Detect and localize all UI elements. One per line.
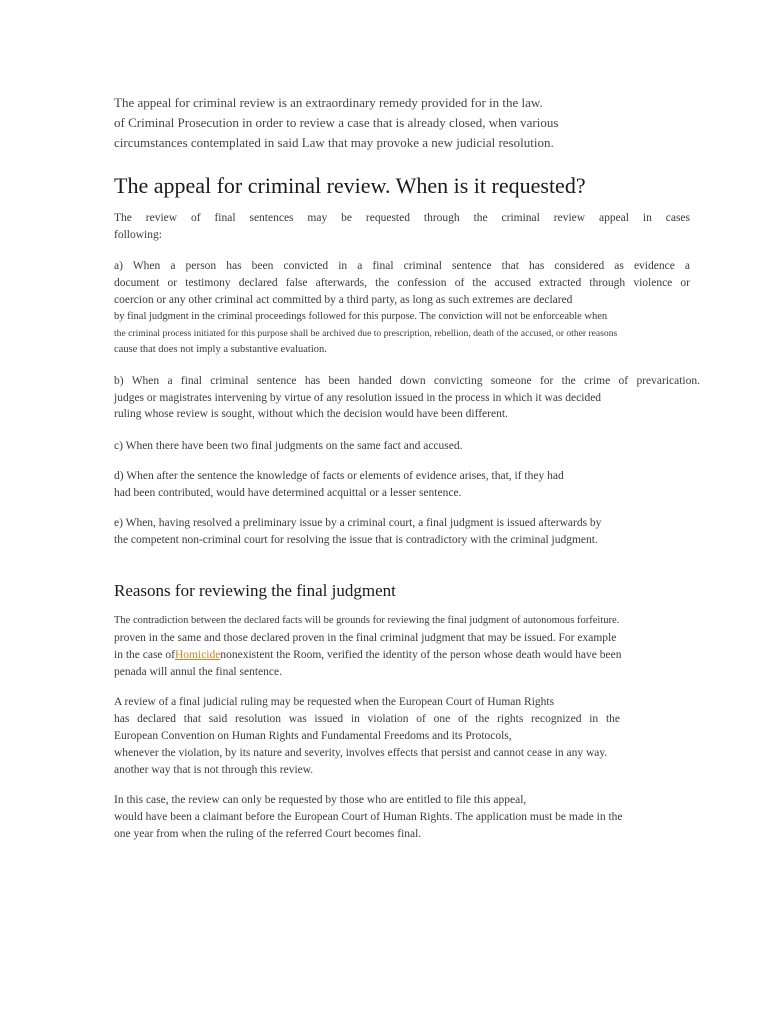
paragraph-line: following: <box>114 229 162 241</box>
paragraph-line: proven in the same and those declared proven in the final criminal judgment that may be issued. For example <box>114 632 617 644</box>
paragraph-line: cause that does not imply a substantive evaluation. <box>114 344 327 355</box>
section-heading: The appeal for criminal review. When is it requested? <box>114 173 586 198</box>
text-segment: nonexistent the Room, verified the identity of the person whose death would have been <box>220 649 622 661</box>
paragraph-line: judges or magistrates intervening by virtue of any resolution issued in the process in which it was decided <box>114 392 602 404</box>
paragraph-line: c) When there have been two final judgments on the same fact and accused. <box>114 440 463 452</box>
paragraph-line: A review of a final judicial ruling may be requested when the European Court of Human Rights <box>114 696 555 708</box>
paragraph-line: had been contributed, would have determined acquittal or a lesser sentence. <box>114 487 462 499</box>
paragraph-line: coercion or any other criminal act committed by a third party, as long as such extremes are declared <box>114 294 573 306</box>
paragraph-line: document or testimony declared false afterwards, the confession of the accused extracted through violence or <box>114 277 690 289</box>
paragraph-line: e) When, having resolved a preliminary issue by a criminal court, a final judgment is issued afterwards by <box>114 517 602 529</box>
paragraph-line: the criminal process initiated for this purpose shall be archived due to prescription, rebellion, death of the accused, or other reasons <box>114 328 618 339</box>
paragraph-line: a) When a person has been convicted in a final criminal sentence that has considered as evidence a <box>114 260 690 272</box>
paragraph-line: In this case, the review can only be requested by those who are entitled to file this appeal, <box>114 794 527 806</box>
paragraph-line: has declared that said resolution was issued in violation of one of the rights recognized in the <box>114 713 620 725</box>
paragraph-line: The review of final sentences may be requested through the criminal review appeal in cases <box>114 212 690 224</box>
paragraph-line: ruling whose review is sought, without which the decision would have been different. <box>114 408 508 420</box>
paragraph-line <box>114 650 621 662</box>
intro-line: circumstances contemplated in said Law that may provoke a new judicial resolution. <box>114 135 554 150</box>
paragraph-line: another way that is not through this review. <box>114 764 314 776</box>
paragraph-line: penada will annul the final sentence. <box>114 666 282 678</box>
intro-line: The appeal for criminal review is an extraordinary remedy provided for in the law. <box>114 95 543 110</box>
paragraph-line: by final judgment in the criminal proceedings followed for this purpose. The conviction will not be enforceable when <box>114 311 608 322</box>
paragraph-line: d) When after the sentence the knowledge of facts or elements of evidence arises, that, if they had <box>114 470 564 482</box>
paragraph-line: European Convention on Human Rights and Fundamental Freedoms and its Protocols, <box>114 730 512 742</box>
paragraph-line: the competent non-criminal court for resolving the issue that is contradictory with the criminal judgment. <box>114 534 598 546</box>
paragraph-line: one year from when the ruling of the referred Court becomes final. <box>114 828 422 840</box>
intro-line: of Criminal Prosecution in order to review a case that is already closed, when various <box>114 115 559 130</box>
paragraph-line: whenever the violation, by its nature and severity, involves effects that persist and cannot cease in any way. <box>114 747 608 759</box>
paragraph-line: would have been a claimant before the European Court of Human Rights. The application must be made in the <box>114 811 623 823</box>
section-heading: Reasons for reviewing the final judgment <box>114 581 396 600</box>
homicide-link[interactable]: Homicide <box>175 649 221 661</box>
text-segment: in the case of <box>114 649 175 661</box>
paragraph-line: The contradiction between the declared facts will be grounds for reviewing the final judgment of autonomous forfeiture. <box>114 615 620 626</box>
paragraph-line: b) When a final criminal sentence has been handed down convicting someone for the crime of prevarication. <box>114 375 700 387</box>
